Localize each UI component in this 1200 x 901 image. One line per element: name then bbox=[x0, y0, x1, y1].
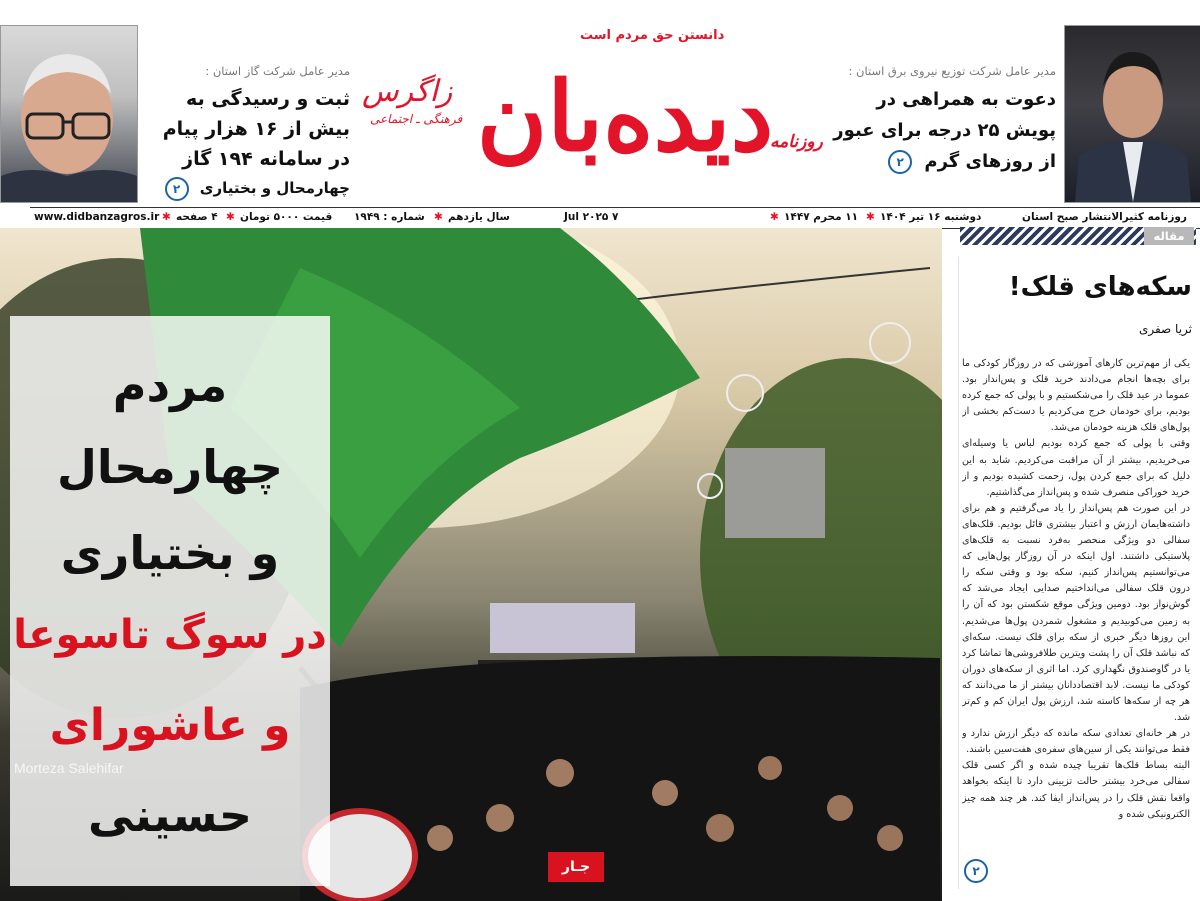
headline-line-3: و بختیاری bbox=[60, 526, 280, 580]
source-tag: جـار bbox=[548, 852, 604, 882]
article-body bbox=[962, 356, 1190, 886]
website-link[interactable]: www.didbanzagros.ir bbox=[34, 211, 160, 223]
gas-ceo-portrait bbox=[0, 25, 138, 203]
article-paragraph: یکی از مهم‌ترین کارهای آموزشی که در روزگار کودکی ما برای بچه‌ها انجام می‌دادند خرید قلک و پس‌انداز بود. عموما در عید قلک را می‌شکستیم و با پولی که جمع کرده بودیم، برای خودمان خرج می‌کردیم یا دست‌کم بخشی از پول‌های قلک هزینه خودمان می‌شد. bbox=[962, 358, 1190, 434]
star-icon: ✱ bbox=[866, 211, 875, 223]
star-icon: ✱ bbox=[226, 211, 235, 223]
headline-line-6: حسینی bbox=[87, 788, 253, 842]
article-section-label[interactable]: مقاله bbox=[1144, 227, 1194, 245]
year: سال یازدهم bbox=[448, 211, 510, 223]
star-icon: ✱ bbox=[162, 211, 171, 223]
headline-line-5: و عاشورای bbox=[49, 700, 291, 751]
date-gregorian: ۷ Jul ۲۰۲۵ bbox=[564, 211, 619, 223]
article-paragraph: البته بساط قلک‌ها تقریبا چیده شده و اگر کسی قلک سفالی می‌خرد بیشتر حالت تزیینی دارد تا اینکه بخواهد واقعا نقش قلک را در پس‌انداز ایفا کند. هر چند همه چیز الکترونیکی شده و bbox=[962, 760, 1190, 820]
date-hijri: ۱۱ محرم ۱۴۴۷ bbox=[784, 211, 859, 223]
left-lede-kicker: مدیر عامل شرکت گاز استان : bbox=[205, 64, 350, 78]
logo-rooznameh: روزنامه bbox=[770, 132, 823, 152]
article-paragraph: وقتی با پولی که جمع کرده بودیم لباس یا وسیله‌ای می‌خریدیم، بیشتر از آن مراقبت می‌کردیم. شاید به این دلیل که برای جمع کردن پول، زحمت کشیده بودیم و از خرید خوراکی منصرف شده و پس‌انداز می‌گذاشتیم. bbox=[962, 438, 1190, 498]
left-lede bbox=[140, 64, 350, 202]
article-title[interactable]: سکه‌های قلک! bbox=[1008, 272, 1192, 302]
right-lede-page-badge[interactable]: ۲ bbox=[888, 150, 912, 174]
issue-number: شماره : ۱۹۴۹ bbox=[354, 211, 425, 223]
logo-zagros: زاگرس bbox=[362, 74, 453, 109]
right-lede bbox=[820, 64, 1056, 177]
main-headline-panel[interactable] bbox=[10, 316, 330, 886]
logo-wordmark: دیده‌بان bbox=[476, 60, 774, 173]
date-persian: دوشنبه ۱۶ تیر ۱۴۰۴ bbox=[880, 211, 982, 223]
article-paragraph: در هر خانه‌ای تعدادی سکه مانده که دیگر ارزش ندارد و فقط می‌توانند یکی از سین‌های سفره‌ی هفت‌سین باشند. bbox=[962, 728, 1190, 756]
headline-line-4: در سوگ تاسوعا bbox=[13, 612, 327, 658]
right-lede-headline[interactable]: دعوت به همراهی در پویش ۲۵ درجه برای عبور از روزهای گرم bbox=[833, 89, 1056, 172]
article-continued-badge[interactable]: ۲ bbox=[964, 859, 988, 883]
article-author: ثریا صفری bbox=[1138, 322, 1192, 336]
article-paragraph: در این صورت هم پس‌انداز را یاد می‌گرفتیم و هم برای داشته‌هایمان ارزش و اعتبار بیشتری قائل بودیم. قلک‌های سفالی دو ویژگی منحصر به‌فرد نسبت به قلک‌های پلاستیکی داشتند. اول اینکه در آن روزگار پول‌هایی که می‌توانستیم پس‌انداز کنیم، سکه بود و وقتی سکه را درون قلک سفالی می‌انداختیم صدایی ایجاد می‌شد که گوش‌نواز بود. دومین ویژگی موقع شکستن بود که آن را به زمین می‌کوبیدیم و مشغول شمردن پول‌ها می‌شدیم. این روزها دیگر خبری از سکه برای قلک نیست. سکه‌ای که نباشد قلک آن را پشت ویترین طلافروشی‌ها تماشا کرد یا در گاوصندوق نگهداری کرد. اما اثری از سکه‌های دوران کودکی ما نیست. لابد اقتصاددانان بیشتر از ما می‌دانند که هر چه از سکه‌ها کاسته شد، ارزش پول ایران کم و کم‌تر شد. bbox=[962, 502, 1190, 724]
star-icon: ✱ bbox=[770, 211, 779, 223]
left-lede-link[interactable]: چهارمحال و بختیاری bbox=[199, 179, 350, 197]
star-icon: ✱ bbox=[434, 211, 443, 223]
right-lede-kicker: مدیر عامل شرکت توزیع نیروی برق استان : bbox=[848, 64, 1056, 78]
headline-line-2: چهارمحال bbox=[56, 440, 284, 494]
pages-count: ۴ صفحه bbox=[176, 211, 218, 223]
left-lede-page-badge[interactable]: ۲ bbox=[165, 177, 189, 201]
newspaper-logo bbox=[360, 22, 823, 202]
logo-tagline: فرهنگی ـ اجتماعی bbox=[370, 112, 463, 126]
owner-line: روزنامه کثیرالانتشار صبح استان bbox=[1022, 211, 1187, 223]
headline-line-1: مردم bbox=[112, 358, 228, 412]
price: قیمت ۵۰۰۰ تومان bbox=[240, 211, 333, 223]
left-lede-headline[interactable]: ثبت و رسیدگی به بیش از ۱۶ هزار پیام در سامانه ۱۹۴ گاز bbox=[162, 88, 350, 170]
logo-slogan: دانستن حق مردم است bbox=[580, 28, 725, 43]
electricity-ceo-portrait bbox=[1064, 25, 1200, 203]
info-bar bbox=[30, 207, 1200, 229]
